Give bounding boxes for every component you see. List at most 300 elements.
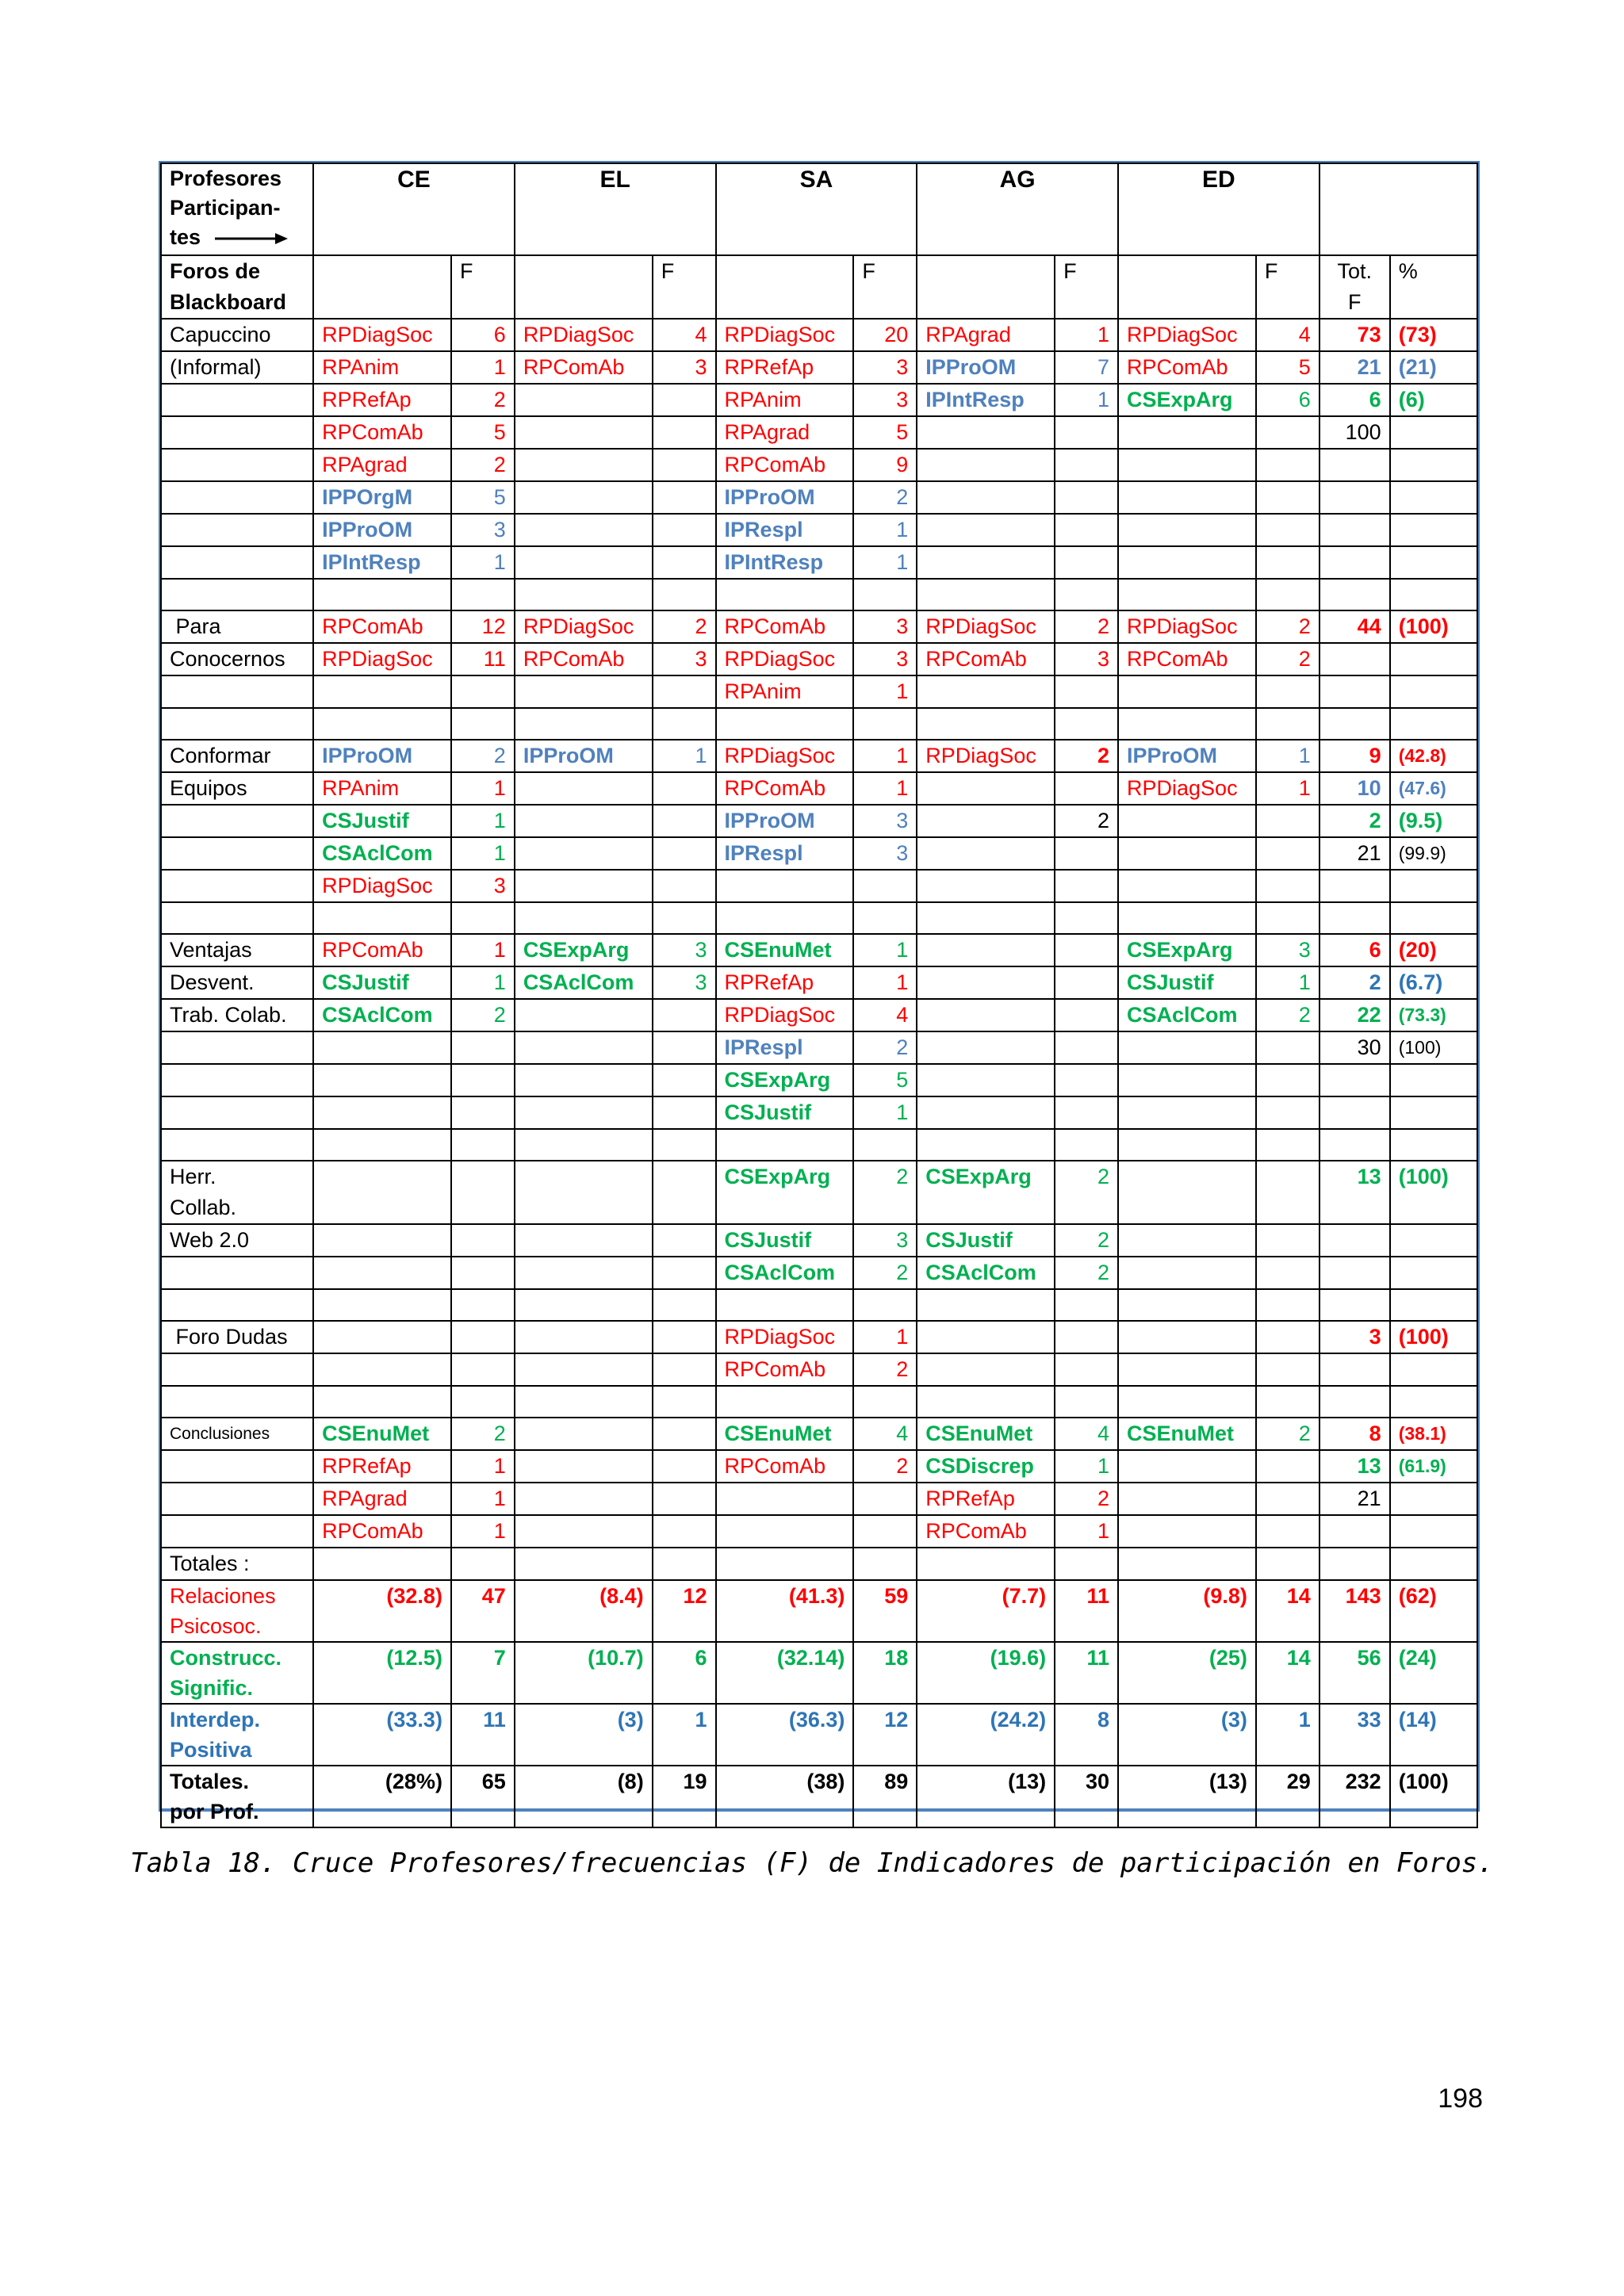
frequency-cell: [653, 837, 716, 870]
indicator-cell: CSExpArg: [716, 1161, 854, 1224]
spacer-row: [161, 1386, 1477, 1418]
indicator-cell: CSExpArg: [1118, 934, 1256, 966]
teacher-total-cell: 12: [853, 1704, 917, 1766]
frequency-cell: [653, 1064, 716, 1096]
frequency-cell: 20: [853, 319, 917, 351]
empty-cell: [653, 1386, 716, 1418]
teacher-total-cell: 18: [853, 1642, 917, 1704]
teacher-total-cell: 65: [451, 1766, 515, 1827]
empty-cell: [716, 579, 854, 610]
empty-cell: [515, 1289, 653, 1321]
empty-cell: [1118, 902, 1256, 934]
totals-label: Totales :: [161, 1548, 313, 1580]
indicator-cell: RPComAb: [1118, 643, 1256, 675]
indicator-cell: CSJustif: [313, 966, 451, 999]
indicator-cell: RPComAb: [716, 772, 854, 805]
indicator-cell: RPDiagSoc: [716, 643, 854, 675]
table-row: [161, 1418, 1477, 1450]
teacher-total-cell: 29: [1256, 1766, 1320, 1827]
forum-label: [161, 740, 313, 772]
forum-label: [161, 1096, 313, 1129]
indicator-cell: CSJustif: [716, 1224, 854, 1257]
percent-cell: [1390, 1224, 1477, 1257]
totals-category-line: por Prof.: [170, 1800, 259, 1823]
teacher-percent-cell: (28%): [313, 1766, 451, 1827]
empty-cell: [1320, 902, 1390, 934]
forum-label: [161, 999, 313, 1031]
forum-label: [161, 1418, 313, 1450]
frequency-cell: 7: [1055, 351, 1118, 384]
percent-cell: [1390, 1257, 1477, 1289]
empty-cell: [853, 1548, 917, 1580]
frequency-cell: 3: [451, 514, 515, 546]
grand-total-cell: 232: [1320, 1766, 1390, 1827]
total-cell: [1320, 870, 1390, 902]
indicator-cell: RPAnim: [313, 772, 451, 805]
empty-cell: [1390, 579, 1477, 610]
page-number: 198: [1438, 2084, 1483, 2114]
frequency-cell: [653, 1483, 716, 1515]
frequency-cell: [653, 870, 716, 902]
indicator-cell: RPAgrad: [917, 319, 1055, 351]
total-cell: 6: [1320, 934, 1390, 966]
teacher-percent-cell: (3): [1118, 1704, 1256, 1766]
table-row: [161, 1321, 1477, 1353]
frequency-cell: [1256, 1515, 1320, 1548]
indicator-cell: CSEnuMet: [716, 934, 854, 966]
totals-category-label: [161, 1642, 313, 1704]
frequency-cell: 3: [853, 610, 917, 643]
corner-header: Profesores Participan- tes: [161, 163, 313, 255]
table-row: [161, 384, 1477, 416]
forum-label-line: Collab.: [170, 1196, 237, 1219]
forum-label-line: Equipos: [170, 776, 247, 800]
frequency-cell: 1: [653, 740, 716, 772]
empty-cell: [451, 1129, 515, 1161]
total-cell: [1320, 546, 1390, 579]
indicator-cell: CSAclCom: [1118, 999, 1256, 1031]
forum-label: [161, 546, 313, 579]
indicator-cell: [917, 1031, 1055, 1064]
teacher-percent-cell: (7.7): [917, 1580, 1055, 1642]
frequency-cell: [1256, 449, 1320, 481]
indicator-cell: IPRespl: [716, 1031, 854, 1064]
empty-cell: [716, 902, 854, 934]
empty-cell: [1320, 708, 1390, 740]
frequency-cell: 2: [1055, 1224, 1118, 1257]
indicator-cell: RPComAb: [716, 1450, 854, 1483]
frequency-cell: [451, 1257, 515, 1289]
forum-label-line: Conocernos: [170, 647, 285, 671]
frequency-cell: 1: [451, 351, 515, 384]
table-row: [161, 675, 1477, 708]
frequency-cell: [653, 1257, 716, 1289]
frequency-cell: 1: [1256, 772, 1320, 805]
indicator-cell: IPIntResp: [716, 546, 854, 579]
arrow-right-icon: [215, 224, 288, 253]
frequency-cell: 2: [853, 481, 917, 514]
totals-category-line: Positiva: [170, 1738, 252, 1762]
frequency-cell: 3: [653, 351, 716, 384]
empty-cell: [1055, 579, 1118, 610]
teacher-total-cell: 8: [1055, 1704, 1118, 1766]
forum-label-line: Herr.: [170, 1165, 216, 1188]
grand-percent-cell: (100): [1390, 1766, 1477, 1827]
empty-cell: [1118, 1129, 1256, 1161]
frequency-cell: 3: [853, 384, 917, 416]
empty-cell: [653, 708, 716, 740]
frequency-cell: [451, 1161, 515, 1224]
empty-cell: [451, 1548, 515, 1580]
teacher-total-cell: 14: [1256, 1642, 1320, 1704]
teacher-percent-cell: (32.14): [716, 1642, 854, 1704]
frequency-cell: [1055, 934, 1118, 966]
indicator-cell: [917, 1321, 1055, 1353]
indicator-cell: IPIntResp: [313, 546, 451, 579]
frequency-cell: [653, 481, 716, 514]
frequency-cell: [1055, 1064, 1118, 1096]
frequency-cell: [1256, 546, 1320, 579]
frequency-cell: 1: [853, 1321, 917, 1353]
indicator-cell: [917, 1064, 1055, 1096]
frequency-cell: [451, 1031, 515, 1064]
indicator-cell: [515, 1450, 653, 1483]
teacher-percent-cell: (10.7): [515, 1642, 653, 1704]
forum-label-line: Conformar: [170, 744, 271, 767]
empty-cell: [1118, 1386, 1256, 1418]
frequency-cell: [1256, 805, 1320, 837]
frequency-cell: [853, 1483, 917, 1515]
frequency-cell: 1: [451, 1450, 515, 1483]
indicator-cell: RPComAb: [716, 449, 854, 481]
forum-label-line: Desvent.: [170, 970, 255, 994]
total-cell: [1320, 1257, 1390, 1289]
frequency-cell: [1256, 1031, 1320, 1064]
table-row: [161, 1450, 1477, 1483]
frequency-cell: 5: [451, 481, 515, 514]
empty-cell: [313, 579, 451, 610]
empty-cell: [1390, 1548, 1477, 1580]
forum-label: [161, 870, 313, 902]
forum-label: [161, 675, 313, 708]
empty-cell: [313, 1289, 451, 1321]
teacher-total-cell: 11: [1055, 1642, 1118, 1704]
frequency-cell: [653, 1096, 716, 1129]
indicator-cell: [515, 1257, 653, 1289]
frequency-cell: 2: [1055, 1483, 1118, 1515]
totals-label-row: [161, 1548, 1477, 1580]
frequency-cell: 11: [451, 643, 515, 675]
frequency-cell: [653, 1450, 716, 1483]
empty-cell: [853, 708, 917, 740]
indicator-cell: [1118, 1450, 1256, 1483]
indicator-cell: [515, 1321, 653, 1353]
empty-cell: [313, 1129, 451, 1161]
table-row: [161, 805, 1477, 837]
indicator-cell: RPAgrad: [313, 1483, 451, 1515]
table-row: [161, 740, 1477, 772]
table-row: [161, 966, 1477, 999]
teacher-percent-cell: (32.8): [313, 1580, 451, 1642]
indicator-cell: RPComAb: [917, 643, 1055, 675]
totals-category-line: Relaciones: [170, 1584, 276, 1608]
forum-label-line: Foro Dudas: [170, 1325, 288, 1349]
total-cell: 44: [1320, 610, 1390, 643]
forum-label: [161, 1161, 313, 1224]
table-row: [161, 1483, 1477, 1515]
indicator-cell: [716, 1483, 854, 1515]
table-row: [161, 546, 1477, 579]
indicator-cell: [917, 805, 1055, 837]
percent-cell: (6.7): [1390, 966, 1477, 999]
teacher-total-cell: 30: [1055, 1766, 1118, 1827]
frequency-cell: 5: [1256, 351, 1320, 384]
table-row: [161, 351, 1477, 384]
empty-cell: [1256, 1386, 1320, 1418]
percent-cell: [1390, 416, 1477, 449]
indicator-cell: [515, 999, 653, 1031]
indicator-cell: IPProOM: [716, 481, 854, 514]
frequency-cell: [1256, 1321, 1320, 1353]
frequency-cell: 4: [853, 999, 917, 1031]
empty-cell: [1118, 579, 1256, 610]
frequency-cell: 1: [853, 934, 917, 966]
frequency-cell: [1256, 514, 1320, 546]
indicator-cell: [917, 934, 1055, 966]
table-row: [161, 319, 1477, 351]
f-header: F: [1055, 255, 1118, 319]
teacher-total-cell: 14: [1256, 1580, 1320, 1642]
spacer-row: [161, 579, 1477, 610]
indicator-cell: IPPOrgM: [313, 481, 451, 514]
frequency-cell: [1055, 514, 1118, 546]
table-row: [161, 1031, 1477, 1064]
empty-cell: [451, 579, 515, 610]
percent-cell: (100): [1390, 1321, 1477, 1353]
indicator-cell: [917, 675, 1055, 708]
frequency-cell: 1: [1055, 1515, 1118, 1548]
frequency-cell: [1256, 1450, 1320, 1483]
empty-cell: [917, 579, 1055, 610]
indicator-cell: CSAclCom: [313, 999, 451, 1031]
indicator-cell: [1118, 546, 1256, 579]
empty-cell: [653, 1548, 716, 1580]
total-cell: 2: [1320, 966, 1390, 999]
frequency-cell: [653, 772, 716, 805]
empty-cell: [313, 708, 451, 740]
spacer-row: [161, 1129, 1477, 1161]
frequency-cell: [1055, 416, 1118, 449]
indicator-cell: [1118, 1096, 1256, 1129]
indicator-cell: [917, 870, 1055, 902]
indicator-cell: [917, 416, 1055, 449]
forum-label-line: Web 2.0: [170, 1228, 250, 1252]
percent-cell: (47.6): [1390, 772, 1477, 805]
frequency-cell: [653, 1321, 716, 1353]
indicator-cell: RPRefAp: [917, 1483, 1055, 1515]
empty-cell: [161, 1289, 313, 1321]
indicator-cell: RPDiagSoc: [313, 870, 451, 902]
empty-cell: [716, 1289, 854, 1321]
empty-cell: [853, 1289, 917, 1321]
indicator-cell: [515, 1096, 653, 1129]
percent-cell: [1390, 1483, 1477, 1515]
teacher-percent-cell: (25): [1118, 1642, 1256, 1704]
indicator-cell: [917, 1353, 1055, 1386]
frequency-cell: 1: [451, 934, 515, 966]
frequency-cell: [653, 1224, 716, 1257]
frequency-cell: 6: [451, 319, 515, 351]
indicator-cell: [515, 1483, 653, 1515]
indicator-cell: [1118, 1031, 1256, 1064]
indicator-cell: [1118, 1224, 1256, 1257]
frequency-cell: 1: [853, 1096, 917, 1129]
total-cell: 21: [1320, 351, 1390, 384]
frequency-cell: [1256, 1224, 1320, 1257]
frequency-header-row: [161, 255, 1477, 319]
percent-cell: [1390, 870, 1477, 902]
spacer-row: [161, 708, 1477, 740]
forum-label-line: Ventajas: [170, 938, 252, 962]
percent-cell: [1390, 449, 1477, 481]
frequency-cell: 5: [853, 1064, 917, 1096]
total-cell: 8: [1320, 1418, 1390, 1450]
frequency-cell: [653, 416, 716, 449]
empty-cell: [853, 902, 917, 934]
frequency-cell: 2: [1055, 610, 1118, 643]
indicator-cell: [1118, 870, 1256, 902]
table-row: [161, 610, 1477, 643]
total-cell: [1320, 1353, 1390, 1386]
indicator-cell: CSDiscrep: [917, 1450, 1055, 1483]
totals-row: [161, 1642, 1477, 1704]
forum-label: [161, 1257, 313, 1289]
indicator-cell: RPDiagSoc: [1118, 772, 1256, 805]
frequency-cell: [653, 1515, 716, 1548]
teacher-percent-cell: (24.2): [917, 1704, 1055, 1766]
frequency-cell: [653, 384, 716, 416]
indicator-cell: RPRefAp: [716, 966, 854, 999]
indicator-cell: [917, 546, 1055, 579]
indicator-cell: RPDiagSoc: [917, 740, 1055, 772]
table-row: [161, 1161, 1477, 1224]
indicator-cell: [515, 1418, 653, 1450]
frequency-cell: [1055, 870, 1118, 902]
empty-cell: [1390, 1129, 1477, 1161]
forum-label: [161, 1031, 313, 1064]
indicator-cell: [515, 384, 653, 416]
teacher-percent-cell: (9.8): [1118, 1580, 1256, 1642]
forum-label-line: Para: [170, 614, 221, 638]
frequency-cell: 2: [853, 1257, 917, 1289]
frequency-cell: 1: [1055, 319, 1118, 351]
table-row: [161, 514, 1477, 546]
indicator-cell: [1118, 1161, 1256, 1224]
total-cell: 30: [1320, 1031, 1390, 1064]
indicator-cell: [1118, 1353, 1256, 1386]
total-cell: [1320, 514, 1390, 546]
teacher-percent-cell: (38): [716, 1766, 854, 1827]
frequency-cell: [1055, 966, 1118, 999]
percent-cell: [1390, 643, 1477, 675]
indicator-cell: [515, 1161, 653, 1224]
forum-label-line: Trab. Colab.: [170, 1003, 287, 1027]
indicator-cell: CSJustif: [716, 1096, 854, 1129]
empty-cell: [161, 579, 313, 610]
frequency-cell: [653, 1031, 716, 1064]
indicator-cell: RPDiagSoc: [917, 610, 1055, 643]
spacer-row: [161, 1289, 1477, 1321]
empty-cell: [451, 1289, 515, 1321]
grand-percent-cell: (14): [1390, 1704, 1477, 1766]
frequency-cell: 2: [451, 384, 515, 416]
forum-label: [161, 1321, 313, 1353]
frequency-cell: [451, 1064, 515, 1096]
forum-label: [161, 1353, 313, 1386]
frequency-cell: [1256, 675, 1320, 708]
table-row: [161, 934, 1477, 966]
frequency-cell: [653, 999, 716, 1031]
total-cell: 13: [1320, 1450, 1390, 1483]
totals-category-label: [161, 1580, 313, 1642]
percent-cell: (20): [1390, 934, 1477, 966]
frequency-cell: 3: [853, 805, 917, 837]
frequency-cell: [1055, 449, 1118, 481]
grand-total-cell: 33: [1320, 1704, 1390, 1766]
frequency-cell: 2: [1055, 1161, 1118, 1224]
empty-cell: [653, 902, 716, 934]
frequency-cell: 3: [1256, 934, 1320, 966]
empty-cell: [1390, 1386, 1477, 1418]
indicator-cell: [515, 870, 653, 902]
frequency-cell: [1055, 772, 1118, 805]
table-row: [161, 1515, 1477, 1548]
indicator-cell: [515, 416, 653, 449]
frequency-cell: [451, 1321, 515, 1353]
empty-cell: [917, 902, 1055, 934]
teacher-percent-cell: (13): [917, 1766, 1055, 1827]
empty-cell: [1118, 1289, 1256, 1321]
empty-cell: [451, 1386, 515, 1418]
teacher-total-cell: 11: [1055, 1580, 1118, 1642]
indicator-cell: RPComAb: [313, 610, 451, 643]
total-cell: 21: [1320, 1483, 1390, 1515]
indicator-cell: [716, 870, 854, 902]
forum-label: [161, 772, 313, 805]
forum-label: [161, 514, 313, 546]
indicator-cell: RPDiagSoc: [716, 740, 854, 772]
total-cell: 9: [1320, 740, 1390, 772]
empty-cell: [1320, 1289, 1390, 1321]
empty-cell: [515, 1548, 653, 1580]
indicator-cell: [313, 1321, 451, 1353]
empty-cell: [1055, 1386, 1118, 1418]
empty-cell: [917, 1289, 1055, 1321]
empty-cell: [716, 1129, 854, 1161]
indicator-cell: RPRefAp: [313, 1450, 451, 1483]
indicator-cell: [313, 1224, 451, 1257]
foros-header: Foros de Blackboard: [161, 255, 313, 319]
teacher-total-cell: 89: [853, 1766, 917, 1827]
percent-cell: (61.9): [1390, 1450, 1477, 1483]
empty-cell: [1055, 1289, 1118, 1321]
frequency-cell: 3: [451, 870, 515, 902]
empty-cell: [1055, 1548, 1118, 1580]
grand-total-cell: 143: [1320, 1580, 1390, 1642]
forum-label: [161, 351, 313, 384]
empty-cell: [1055, 1129, 1118, 1161]
indicator-cell: [515, 1515, 653, 1548]
